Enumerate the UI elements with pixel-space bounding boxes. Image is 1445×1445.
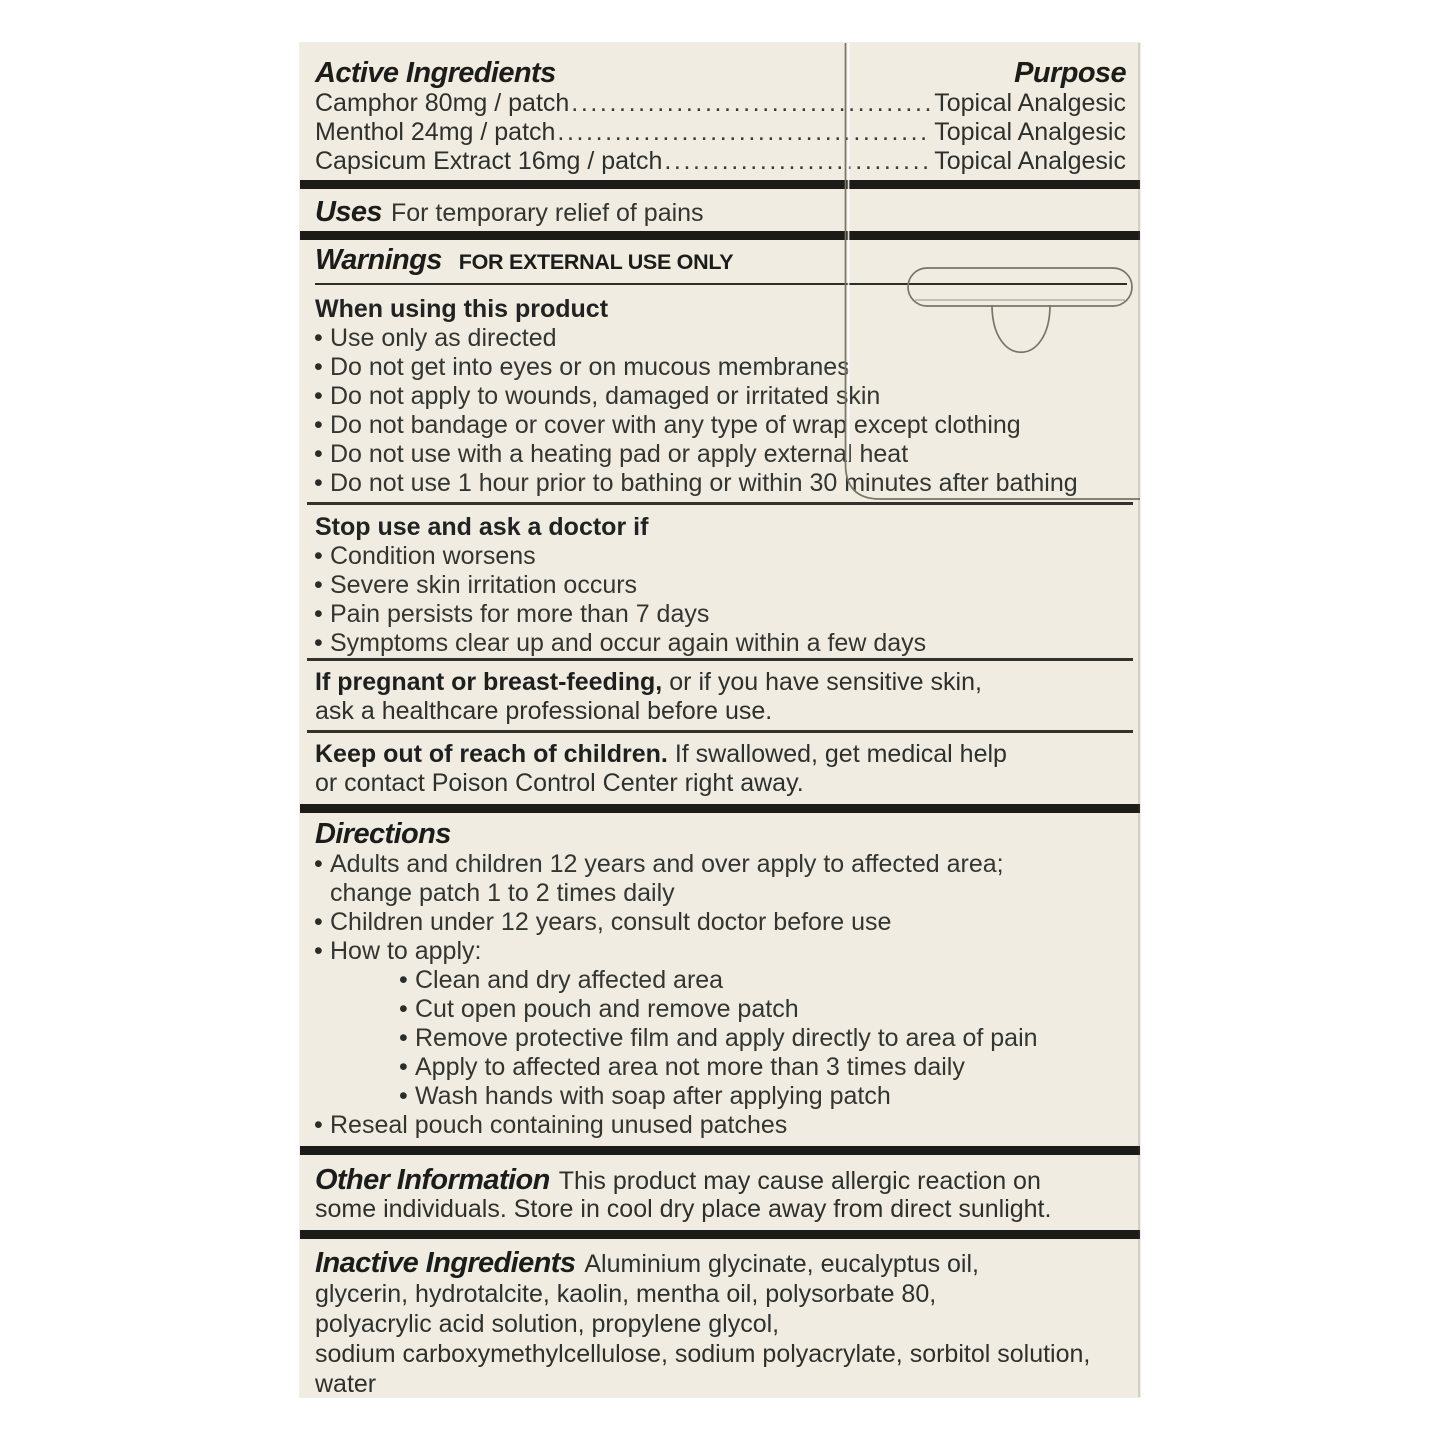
list-item: • Do not use 1 hour prior to bathing or within 30 minutes after bathing xyxy=(315,469,1126,498)
ingredient-purpose: Topical Analgesic xyxy=(934,118,1126,146)
pregnancy-lead-text: If pregnant or breast-feeding, xyxy=(315,668,663,696)
list-item: • Do not apply to wounds, damaged or irritated skin xyxy=(315,382,1126,411)
drug-facts-panel xyxy=(300,43,1140,1397)
list-item: • Do not use with a heating pad or apply external heat xyxy=(315,440,1126,469)
keep-out-text: If swallowed, get medical help or contact Poison Control Center right away. xyxy=(315,740,1007,797)
list-item: • Adults and children 12 years and over apply to affected area; change patch 1 to 2 times daily xyxy=(315,850,1126,908)
divider-bar xyxy=(300,1146,1140,1155)
active-ingredients-heading: Active Ingredients xyxy=(315,57,556,89)
how-to-apply-sublist xyxy=(400,966,1126,1111)
stop-use-heading: Stop use and ask a doctor if xyxy=(315,513,649,541)
inactive-ingredients-heading: Inactive Ingredients xyxy=(315,1247,576,1279)
ingredient-row xyxy=(315,118,1126,147)
dot-leader xyxy=(571,89,932,118)
list-item: • Use only as directed xyxy=(315,324,1126,353)
dot-leader xyxy=(557,118,932,147)
list-item: • Remove protective film and apply directly to area of pain xyxy=(400,1024,1126,1053)
purpose-heading: Purpose xyxy=(1014,57,1126,89)
how-to-apply-label: How to apply: xyxy=(330,937,482,965)
list-item: • Condition worsens xyxy=(315,542,1126,571)
ingredient-name: Capsicum Extract 16mg / patch xyxy=(315,147,663,175)
when-using-heading: When using this product xyxy=(315,295,609,323)
external-use-text: FOR EXTERNAL USE ONLY xyxy=(458,250,734,274)
warnings-header-section xyxy=(300,240,1140,285)
active-ingredients-header xyxy=(315,57,1126,89)
stop-use-section xyxy=(300,505,1140,658)
inactive-ingredients-section xyxy=(300,1239,1140,1397)
divider-bar xyxy=(300,180,1140,189)
active-ingredients-section xyxy=(300,43,1140,180)
warnings-heading: Warnings xyxy=(315,244,442,276)
list-item: • Clean and dry affected area xyxy=(400,966,1126,995)
ingredient-name: Camphor 80mg / patch xyxy=(315,89,570,117)
ingredient-name: Menthol 24mg / patch xyxy=(315,118,556,146)
list-item: • Children under 12 years, consult doctor before use xyxy=(315,908,1126,937)
list-item: • Pain persists for more than 7 days xyxy=(315,600,1126,629)
ingredient-purpose: Topical Analgesic xyxy=(934,147,1126,175)
other-information-section xyxy=(300,1155,1140,1230)
uses-text: For temporary relief of pains xyxy=(390,199,704,227)
list-item: • Severe skin irritation occurs xyxy=(315,571,1126,600)
list-item xyxy=(315,937,1126,1111)
ingredient-purpose: Topical Analgesic xyxy=(934,89,1126,117)
uses-section xyxy=(300,189,1140,231)
warnings-header-row xyxy=(315,245,1127,285)
other-information-heading: Other Information xyxy=(315,1164,550,1196)
ingredient-row xyxy=(315,147,1126,176)
stop-use-list xyxy=(315,542,1126,658)
list-item: • Wash hands with soap after applying patch xyxy=(400,1082,1126,1111)
directions-section xyxy=(300,813,1140,1146)
pregnancy-text: or if you have sensitive skin, ask a healthcare professional before use. xyxy=(315,668,982,725)
when-using-list xyxy=(315,324,1126,498)
list-item: • Do not get into eyes or on mucous membranes xyxy=(315,353,1126,382)
keep-out-lead-text: Keep out of reach of children. xyxy=(315,740,668,768)
other-information-text: This product may cause allergic reaction on some individuals. Store in cool dry place away from direct sunlight. xyxy=(315,1167,1052,1223)
list-item: • Cut open pouch and remove patch xyxy=(400,995,1126,1024)
divider-bar xyxy=(300,1230,1140,1239)
uses-heading: Uses xyxy=(315,196,382,228)
directions-heading: Directions xyxy=(315,818,451,850)
divider-bar xyxy=(300,231,1140,240)
list-item: • Apply to affected area not more than 3 times daily xyxy=(400,1053,1126,1082)
list-item: • Do not bandage or cover with any type of wrap except clothing xyxy=(315,411,1126,440)
divider-bar xyxy=(300,804,1140,813)
ingredient-row xyxy=(315,89,1126,118)
pregnancy-warning-section xyxy=(300,661,1140,730)
list-item: • Reseal pouch containing unused patches xyxy=(315,1111,1126,1140)
directions-list xyxy=(315,850,1126,1140)
keep-out-of-reach-section xyxy=(300,733,1140,804)
inactive-ingredients-text: Aluminium glycinate, eucalyptus oil, glycerin, hydrotalcite, kaolin, mentha oil, polysorbate 80, polyacrylic acid solution, propylene glycol, sodium carboxymethylcellulose, sodium polyacrylate, sorbitol solution, water xyxy=(315,1250,1091,1397)
when-using-section xyxy=(300,285,1140,502)
dot-leader xyxy=(664,147,932,176)
list-item: • Symptoms clear up and occur again within a few days xyxy=(315,629,1126,658)
